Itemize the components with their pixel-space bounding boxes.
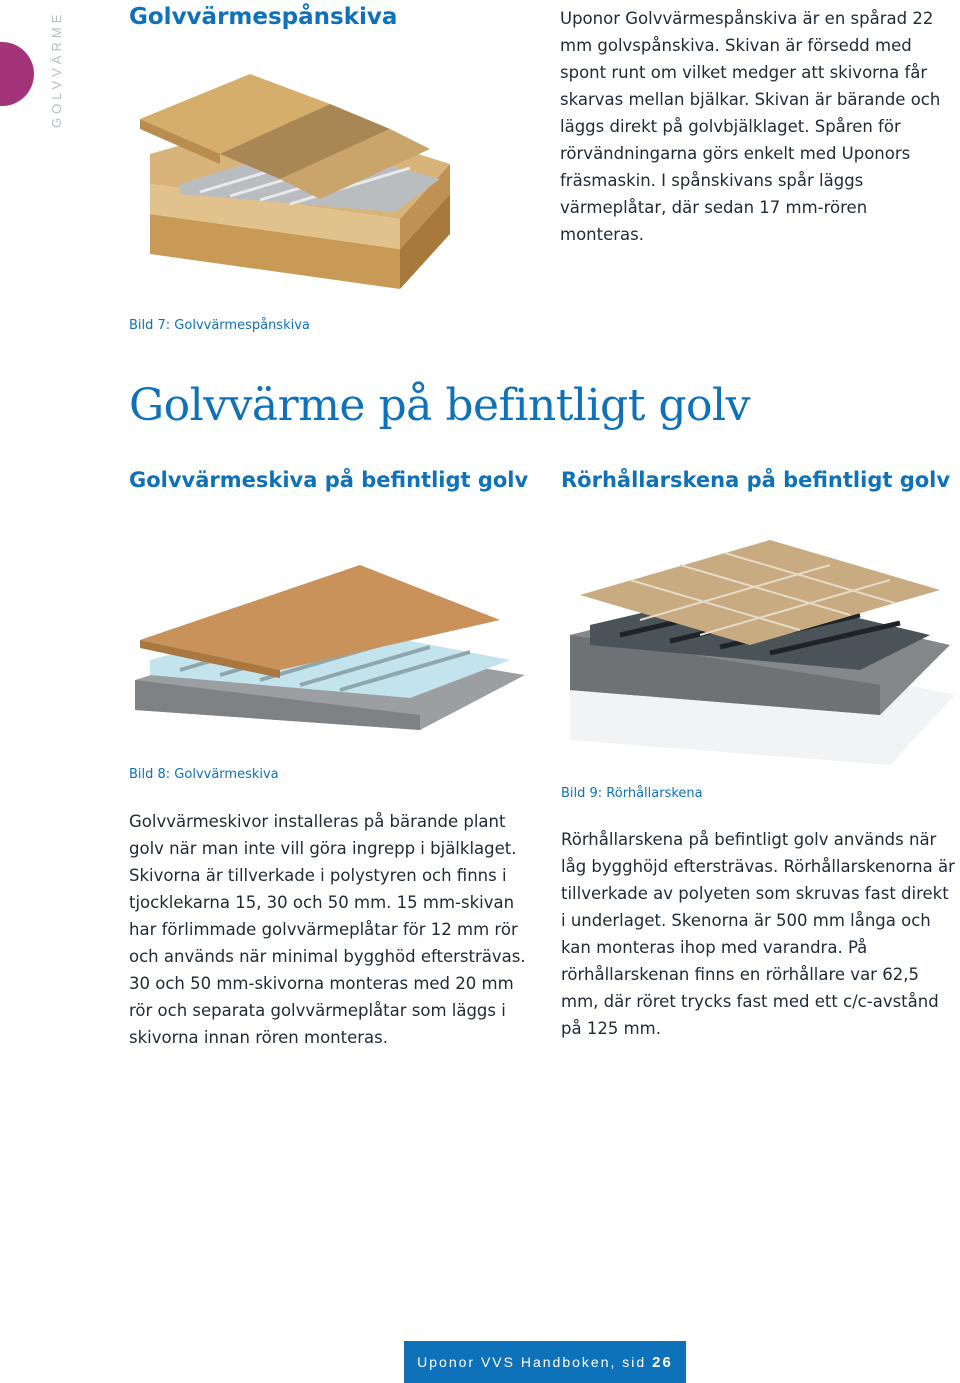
left-paragraph: Golvvärmeskivor installeras på bärande plant golv när man inte vill göra ingrepp i bjälklaget. Skivorna är tillverkade i polystyren och finns i tjocklekarna 15, 30 och 50 mm. 15 mm-skivan har förlimmade golvvärmeplåtar för 12 mm rör och används när minimal bygghöd eftersträvas. 30 och 50 mm-skivorna monteras med 20 mm rör och separata golvvärmeplåtar som läggs i skivorna innan rören monteras. (129, 812, 526, 1047)
top-paragraph: Uponor Golvvärmespånskiva är en spårad 22 mm golvspånskiva. Skivan är försedd med spont runt om vilket medger att skivorna får skarvas mellan bjälkar. Skivan är bärande och läggs direkt på golvbjälklaget. Spåren för rörvändningarna görs enkelt med Uponors fräsmaskin. I spånskivans spår läggs värmeplåtar, där sedan 17 mm-rören monteras. (560, 9, 941, 244)
floor-chipboard-illustration (130, 44, 460, 294)
page-number: 26 (652, 1353, 673, 1371)
right-paragraph: Rörhållarskena på befintligt golv används när låg bygghöjd eftersträvas. Rörhållarskenorna är tillverkade av polyeten som skruvas fast direkt i underlaget. Skenorna är 500 mm långa och kan monteras ihop med varandra. På rörhållarskenan finns en rörhållare var 62,5 mm, där röret trycks fast med ett c/c-avstånd på 125 mm. (561, 830, 955, 1038)
caption-bild-7: Bild 7: Golvvärmespånskiva (129, 318, 310, 333)
left-heading: Golvvärmeskiva på befintligt golv (129, 468, 529, 492)
section-side-label: GOLVVÄRME (49, 10, 64, 128)
pipe-rail-illustration (560, 535, 960, 770)
footer-text: Uponor VVS Handboken, sid (417, 1354, 647, 1370)
page-footer (404, 1341, 686, 1383)
caption-bild-9: Bild 9: Rörhållarskena (561, 786, 703, 801)
top-heading: Golvvärmespånskiva (129, 4, 398, 30)
caption-bild-8: Bild 8: Golvvärmeskiva (129, 767, 279, 782)
right-heading: Rörhållarskena på befintligt golv (561, 468, 951, 492)
section-title: Golvvärme på befintligt golv (129, 380, 750, 431)
section-tab-marker (0, 42, 34, 106)
heating-board-illustration (130, 540, 530, 740)
